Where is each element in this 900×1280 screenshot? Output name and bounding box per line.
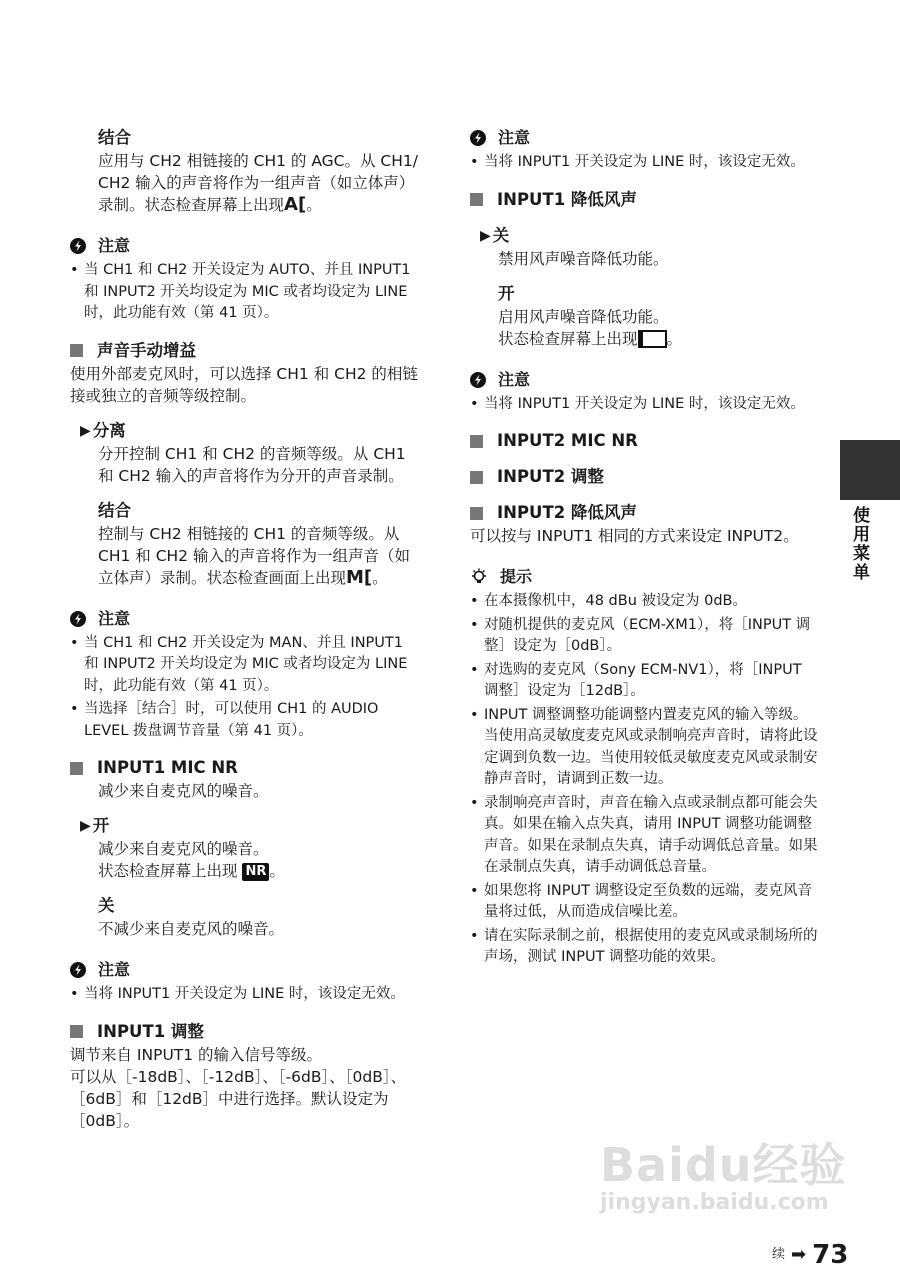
- note-header: [70, 607, 422, 631]
- note-header: [470, 368, 820, 392]
- square-bullet-icon: [470, 193, 483, 206]
- tip-item: • 录制响亮声音时，声音在输入点或录制点都可能会失真。如果在输入点失真，请用 INPUT 调整功能调整声音。如果在录制点失真，请手动调低总音量。如果在录制点失真，请手动调低总音量。: [470, 793, 820, 879]
- tip-item: • 如果您将 INPUT 调整设定至负数的远端，麦克风音量将过低，从而造成信噪比差。: [470, 881, 820, 924]
- note-title: 注意: [98, 236, 131, 255]
- default-arrow-icon: ▶: [80, 422, 91, 439]
- wind-on-status-body: 状态检查屏幕上出现: [498, 329, 638, 348]
- option-label: 分离: [92, 420, 126, 440]
- option-label: 关: [492, 225, 510, 245]
- square-bullet-icon: [70, 762, 83, 775]
- note-header: [70, 958, 422, 982]
- square-bullet-icon: [70, 1025, 83, 1038]
- square-bullet-icon: [470, 507, 483, 520]
- wind-on-status: [470, 328, 820, 350]
- link2-status-symbol: M[: [346, 566, 373, 588]
- wind-off-text: 禁用风声噪音降低功能。: [498, 249, 669, 268]
- square-bullet-icon: [470, 471, 483, 484]
- input2-wind-text: 可以按与 INPUT1 相同的方式来设定 INPUT2。: [470, 527, 799, 545]
- off-text: 不减少来自麦克风的噪音。: [98, 920, 285, 938]
- caution-icon: [70, 238, 86, 254]
- continued-label: 续: [772, 1247, 786, 1262]
- on-status-body: 状态检查屏幕上出现: [98, 862, 238, 880]
- link-text-end: 。: [306, 196, 322, 214]
- nr-badge-icon: NR: [242, 863, 269, 881]
- section-title-input2-wind: [470, 501, 820, 525]
- note-header: [70, 234, 422, 258]
- option-off: 关: [98, 896, 115, 915]
- section-title-manual-gain: [70, 339, 422, 363]
- tip-item: • 在本摄像机中，48 dBu 被设定为 0dB。: [470, 591, 820, 613]
- note-item: • 当选择［结合］时，可以使用 CH1 的 AUDIO LEVEL 拨盘调节音量（第 41 页）。: [70, 699, 422, 742]
- wind-on-text: 启用风声噪音降低功能。: [498, 307, 669, 326]
- trim-text-2: 可以从［-18dB］、［-12dB］、［-6dB］、［0dB］、［6dB］和［12dB］中进行选择。默认设定为［0dB］。: [70, 1067, 407, 1130]
- tip-item: • INPUT 调整调整功能调整内置麦克风的输入等级。当使用高灵敏度麦克风或录制响亮声音时，请将此设定调到负数一边。当使用较低灵敏度麦克风或录制安静声音时，请调到正数一边。: [470, 705, 820, 791]
- wind-filter-icon: [638, 330, 667, 348]
- chapter-tab-label: 使用菜单: [849, 506, 869, 582]
- note-list: [470, 394, 820, 416]
- option-link: 结合: [98, 500, 131, 520]
- note-item: • 当 CH1 和 CH2 开关设定为 MAN、并且 INPUT1 和 INPUT2 开关均设定为 MIC 或者均设定为 LINE 时，此功能有效（第 41 页）。: [70, 633, 422, 698]
- section-title-input1-trim: [70, 1020, 422, 1044]
- note-list: [70, 260, 422, 325]
- section-title-input1-mic-nr: [70, 756, 422, 780]
- note-item: • 当将 INPUT1 开关设定为 LINE 时，该设定无效。: [470, 394, 820, 416]
- link2-text: [70, 523, 422, 589]
- section-title-text: INPUT2 MIC NR: [497, 431, 638, 450]
- note-list: [70, 633, 422, 743]
- link-text: [70, 150, 422, 216]
- lightbulb-icon: [470, 568, 488, 586]
- option-off: [470, 224, 820, 248]
- on-status-end: 。: [269, 862, 285, 880]
- tips-header: [470, 565, 820, 589]
- note-title: 注意: [98, 960, 131, 979]
- option-on: 开: [498, 283, 515, 303]
- note-list: [70, 984, 422, 1006]
- trim-text-1: 调节来自 INPUT1 的输入信号等级。: [70, 1045, 323, 1064]
- page-footer: [772, 1240, 848, 1270]
- note-title: 注意: [498, 128, 531, 147]
- note-title: 注意: [498, 369, 531, 389]
- watermark-url: jingyan.baidu.com: [600, 1190, 829, 1215]
- option-label: 开: [92, 816, 110, 835]
- note-item: • 当将 INPUT1 开关设定为 LINE 时，该设定无效。: [70, 984, 422, 1006]
- left-column: [70, 126, 422, 1132]
- square-bullet-icon: [70, 344, 83, 357]
- link2-text-end: 。: [372, 568, 388, 587]
- link-heading: 结合: [98, 128, 131, 147]
- tip-item: • 对选购的麦克风（Sony ECM-NV1），将［INPUT 调整］设定为［12dB］。: [470, 660, 820, 703]
- manual-gain-text: 使用外部麦克风时，可以选择 CH1 和 CH2 的相链接或独立的音频等级控制。: [70, 364, 418, 405]
- caution-icon: [70, 962, 86, 978]
- note-item: • 当 CH1 和 CH2 开关设定为 AUTO、并且 INPUT1 和 INPUT2 开关均设定为 MIC 或者均设定为 LINE 时，此功能有效（第 41 页）。: [70, 260, 422, 325]
- caution-icon: [70, 611, 86, 627]
- note-header: [470, 126, 820, 150]
- option-separate: [70, 419, 422, 443]
- tips-list: [470, 591, 820, 969]
- separate-text: 分开控制 CH1 和 CH2 的音频等级。从 CH1 和 CH2 输入的声音将作为分开的声音录制。: [98, 444, 406, 485]
- section-title-text: INPUT1 降低风声: [497, 189, 637, 209]
- right-column: [470, 126, 820, 971]
- mic-nr-text: 减少来自麦克风的噪音。: [98, 782, 269, 800]
- section-title-text: INPUT1 MIC NR: [97, 758, 238, 777]
- watermark-brand: Baidu经验: [600, 1138, 847, 1192]
- section-title-input2-mic-nr: [470, 429, 820, 453]
- option-on: [70, 814, 422, 838]
- page-number: 73: [812, 1240, 849, 1270]
- note-item: • 当将 INPUT1 开关设定为 LINE 时，该设定无效。: [470, 152, 820, 174]
- note-title: 注意: [98, 608, 131, 628]
- arrow-right-icon: ➡: [791, 1244, 807, 1265]
- link2-text-body: 控制与 CH2 相链接的 CH1 的音频等级。从 CH1 和 CH2 输入的声音将作为一组声音（如立体声）录制。状态检查画面上出现: [98, 524, 410, 587]
- link-text-body: 应用与 CH2 相链接的 CH1 的 AGC。从 CH1/ CH2 输入的声音将作为一组声音（如立体声）录制。状态检查屏幕上出现: [98, 152, 418, 214]
- section-title-input2-trim: [470, 465, 820, 489]
- wind-on-status-end: 。: [666, 329, 683, 348]
- square-bullet-icon: [470, 435, 483, 448]
- section-title-input1-wind: [470, 188, 820, 212]
- chapter-tab: [840, 440, 900, 500]
- caution-icon: [470, 372, 486, 388]
- on-text: 减少来自麦克风的噪音。: [98, 840, 269, 858]
- note-list: [470, 152, 820, 174]
- link-status-symbol: A[: [284, 194, 307, 215]
- tips-title: 提示: [500, 567, 533, 586]
- caution-icon: [470, 130, 486, 146]
- section-title-text: 声音手动增益: [97, 340, 196, 360]
- section-title-text: INPUT2 调整: [497, 467, 604, 486]
- on-status-text: [70, 860, 422, 882]
- baidu-watermark: [600, 1140, 847, 1216]
- default-arrow-icon: ▶: [480, 227, 491, 244]
- section-title-text: INPUT2 降低风声: [497, 503, 637, 522]
- tip-item: • 对随机提供的麦克风（ECM-XM1），将［INPUT 调整］设定为［0dB］。: [470, 615, 820, 658]
- tip-item: • 请在实际录制之前，根据使用的麦克风或录制场所的声场，测试 INPUT 调整功能的效果。: [470, 926, 820, 969]
- default-arrow-icon: ▶: [80, 818, 91, 834]
- section-title-text: INPUT1 调整: [97, 1021, 204, 1041]
